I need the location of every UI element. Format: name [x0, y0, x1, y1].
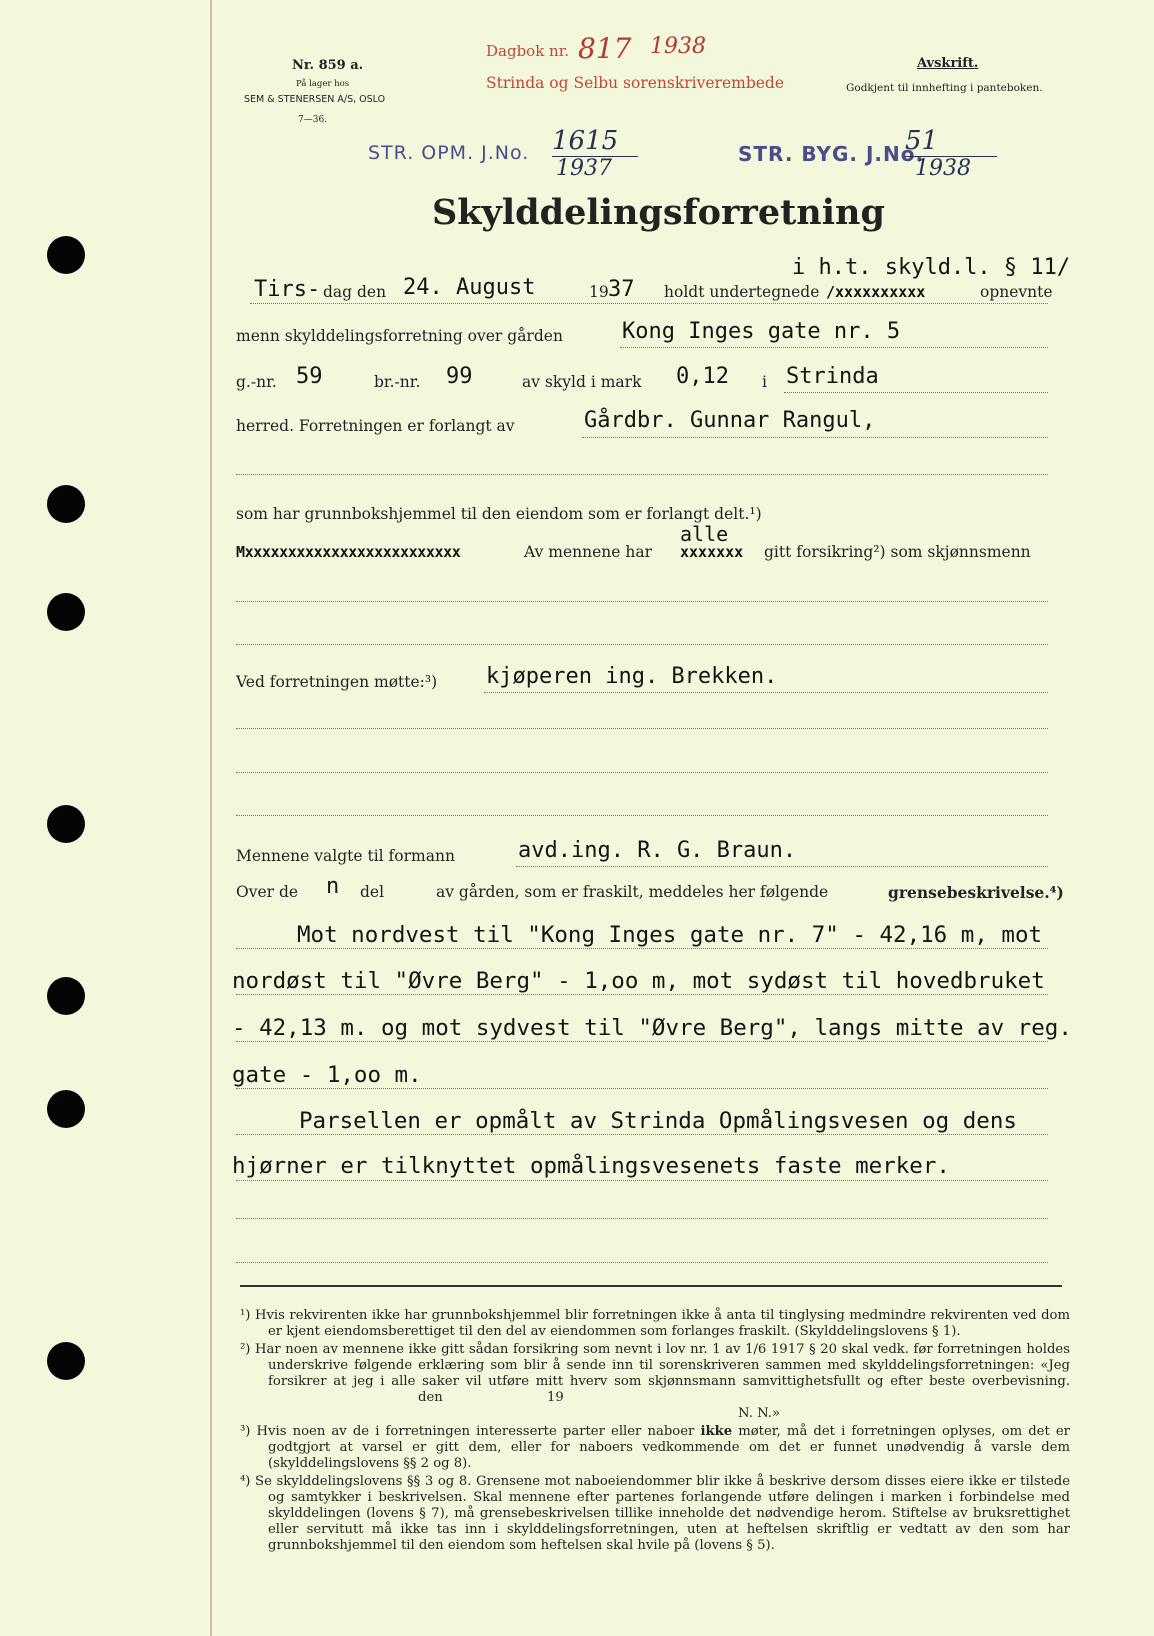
footnote-4: ⁴) Se skylddelingslovens §§ 3 og 8. Grensene mot naboeiendommer blir ikke å beskrive dersom disses eiere ikke er tilstede og samtykker i beskrivelsen. Skal mennene efter partenes forlangende utføre delingen i marken i forbindelse med skylddelingen (lovens § 7), må grensebeskrivelsen tillike inneholde det nødvendige herom. Stiftelse av bruksrettighet eller servitutt må ikke tas inn i skylddelingsforretningen, uten at heftelsen skriftlig er vedtatt av den som har grunnbokshjemmel til den eiendom som heftelsen skal hvile på (lovens § 5).	[240, 1474, 1070, 1553]
alle-typed: alle	[680, 522, 729, 546]
skyld-typed: 0,12	[676, 364, 729, 389]
publisher-line2: SEM & STENERSEN A/S, OSLO	[244, 94, 386, 105]
punch-hole	[47, 977, 85, 1015]
del-label: del	[360, 883, 385, 901]
footnote-3	[240, 1424, 1070, 1472]
body-line: nordøst til "Øvre Berg" - 1,oo m, mot sydøst til hovedbruket	[232, 968, 1045, 994]
rule	[236, 1262, 1048, 1263]
reference-typed: i h.t. skyld.l. § 11/	[792, 255, 1071, 280]
approved-note: Godkjent til innhefting i panteboken.	[846, 82, 1043, 94]
dagbok-number: 817	[578, 32, 632, 65]
margin-line	[210, 0, 212, 1636]
footnote-3-text-a: ³) Hvis noen av de i forretningen interesserte parter eller naboer	[240, 1424, 695, 1439]
grense-label: grensebeskrivelse.⁴)	[888, 883, 1064, 902]
byg-stamp-label: STR. BYG. J.No.	[738, 142, 925, 166]
footnote-2-text: ²) Har noen av mennene ikke gitt sådan forsikring som nevnt i lov nr. 1 av 1/6 1917 § 20 skal vedk. før forretningen holdes underskrive følgende erklæring som blir å sende inn til sorenskriveren sammen med skylddelingsforretningen: «Jeg forsikrer at jeg i alle saker vil utføre mitt hverv som skjønnsmann samvittighetsfullt og efter beste overbevisning.	[240, 1342, 1070, 1389]
punch-hole	[47, 593, 85, 631]
footnote-1: ¹) Hvis rekvirenten ikke har grunnbokshjemmel blir forretningen ikke å anta til tinglysing medmindre rekvirenten ved dom er kjent eiendomsberettiget til den del av eiendommen som forlanges fraskilt. (Skylddelingslovens § 1).	[240, 1308, 1070, 1339]
footnote-2-year: 19	[546, 1390, 564, 1405]
avskrift-label: Avskrift.	[917, 56, 979, 71]
opm-number: 1615	[552, 126, 638, 157]
gnr-label: g.-nr.	[236, 373, 277, 391]
part-typed: n	[326, 874, 340, 899]
rule	[784, 392, 1048, 393]
mennene-label: Av mennene har	[524, 543, 652, 561]
year-typed: 37	[608, 277, 635, 302]
hjemmel-label: som har grunnbokshjemmel til den eiendom som er forlangt delt.¹)	[236, 505, 762, 523]
punch-hole	[47, 805, 85, 843]
rule	[236, 994, 1048, 995]
byg-number: 51	[905, 126, 997, 157]
brnr-typed: 99	[446, 364, 473, 389]
rule	[236, 815, 1048, 816]
struck-word: xxxxxxx	[680, 543, 744, 561]
appointed-label: opnevnte	[980, 283, 1053, 301]
rule	[236, 644, 1048, 645]
rule	[236, 1088, 1048, 1089]
herred-label: herred. Forretningen er forlangt av	[236, 417, 515, 435]
chairman-label: Mennene valgte til formann	[236, 847, 455, 865]
footnote-2-den: den	[418, 1390, 443, 1405]
i-label: i	[762, 373, 767, 391]
brnr-label: br.-nr.	[374, 373, 421, 391]
rule	[236, 948, 1048, 949]
dagbok-label: Dagbok nr.	[486, 42, 570, 60]
body-line: - 42,13 m. og mot sydvest til "Øvre Berg", langs mitte av reg.	[232, 1015, 1072, 1041]
dagbok-year: 1938	[650, 34, 706, 59]
attended-typed: kjøperen ing. Brekken.	[486, 664, 778, 689]
year-prefix: 19	[589, 283, 609, 301]
requester-typed: Gårdbr. Gunnar Rangul,	[584, 408, 876, 433]
body-line: Parsellen er opmålt av Strinda Opmålingsvesen og dens	[299, 1108, 1017, 1134]
weekday-typed: Tirs-	[254, 277, 321, 302]
footnote-2	[240, 1342, 1070, 1422]
assurance-label: gitt forsikring²) som skjønnsmenn	[764, 543, 1031, 561]
over-de-label: Over de	[236, 883, 299, 901]
skyld-label: av skyld i mark	[522, 373, 642, 391]
rule	[620, 347, 1048, 348]
attended-label: Ved forretningen møtte:³)	[236, 673, 438, 691]
body-line: Mot nordvest til "Kong Inges gate nr. 7" - 42,16 m, mot	[297, 922, 1043, 948]
footnote-rule	[240, 1285, 1062, 1287]
punch-hole	[47, 1342, 85, 1380]
rule	[236, 1218, 1048, 1219]
punch-hole	[47, 236, 85, 274]
rule	[236, 474, 1048, 475]
form-number: Nr. 859 a.	[292, 58, 364, 73]
struck-official: /xxxxxxxxxx	[826, 283, 926, 301]
rule	[516, 866, 1048, 867]
opm-stamp-label: STR. OPM. J.No.	[368, 142, 530, 164]
footnote-3-text-b: møter, må det i forretningen oplyses, om det er godtgjort at varsel er gitt dem, eller for naboers vedkommende om det er funnet unødvendig å varsle dem (skylddelingslovens §§ 2 og 8).	[268, 1424, 1070, 1471]
form-date: 7—36.	[298, 115, 328, 125]
punch-hole	[47, 1090, 85, 1128]
document-title: Skylddelingsforretning	[432, 192, 885, 233]
chairman-typed: avd.ing. R. G. Braun.	[518, 838, 797, 863]
farm-typed: Kong Inges gate nr. 5	[622, 319, 901, 344]
footnote-3-ikke: ikke	[700, 1424, 733, 1439]
date-typed: 24. August	[403, 275, 536, 300]
byg-year: 1938	[915, 156, 971, 181]
over-farm-label: menn skylddelingsforretning over gården	[236, 327, 563, 345]
rule	[582, 437, 1048, 438]
footnotes	[240, 1308, 1070, 1554]
rule	[236, 772, 1048, 773]
rule	[250, 303, 1048, 304]
day-label: dag den	[323, 283, 387, 301]
rule	[236, 601, 1048, 602]
publisher-line1: På lager hos	[296, 79, 350, 89]
rule	[236, 1041, 1048, 1042]
body-line: gate - 1,oo m.	[232, 1062, 422, 1088]
punch-hole	[47, 485, 85, 523]
district-typed: Strinda	[786, 364, 879, 389]
rule	[236, 1134, 1048, 1135]
gnr-typed: 59	[296, 364, 323, 389]
rule	[236, 728, 1048, 729]
fraskilt-label: av gården, som er fraskilt, meddeles her følgende	[436, 883, 829, 901]
rule	[236, 1180, 1048, 1181]
rule	[484, 692, 1048, 693]
office-name: Strinda og Selbu sorenskriverembede	[486, 74, 785, 92]
struck-line: Mxxxxxxxxxxxxxxxxxxxxxxxxx	[236, 543, 461, 561]
held-label: holdt undertegnede	[664, 283, 820, 301]
opm-year: 1937	[556, 156, 612, 181]
body-line: hjørner er tilknyttet opmålingsvesenets faste merker.	[232, 1153, 950, 1179]
footnote-2-signature: N. N.»	[738, 1406, 781, 1421]
